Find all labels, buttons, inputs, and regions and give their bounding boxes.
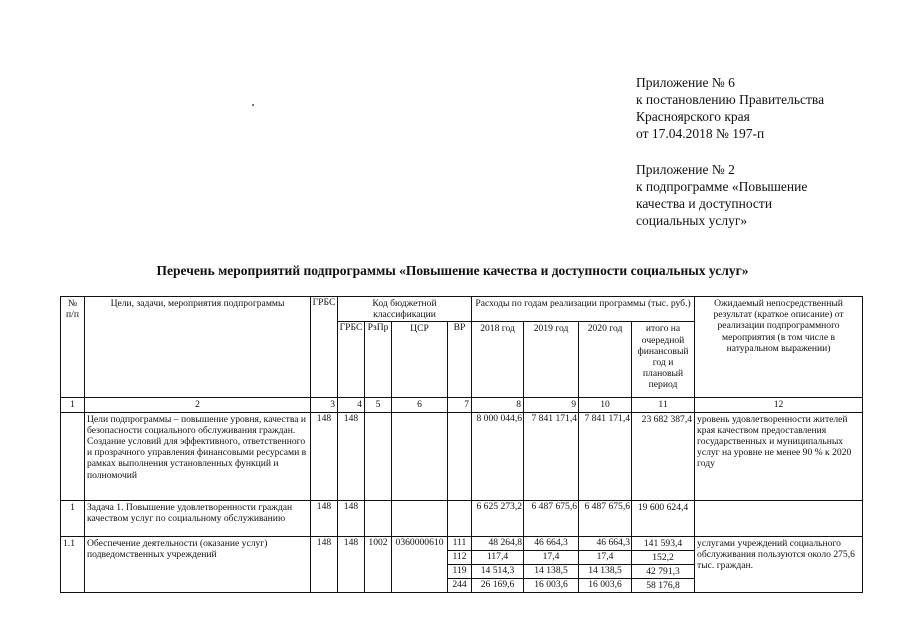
goal-total: 23 682 387,4 — [632, 412, 695, 500]
column-number: 1 — [61, 398, 85, 412]
goal-num — [61, 412, 85, 500]
header-grbs: ГРБС — [311, 297, 338, 398]
header-total: итого на очередной финансовый год и плановый период — [632, 322, 695, 398]
goal-2020: 7 841 171,4 — [579, 412, 632, 500]
goal-text: Цели подпрограммы – повышение уровня, качества и безопасности социального обслуживания граждан. Создание условий для эффективного, ответственного и прозрачного управления финансовыми ресурсами в рамках выполнения установленных функций и полномочий — [85, 412, 311, 500]
column-number: 6 — [392, 398, 448, 412]
header-grbs2: ГРБС — [338, 322, 365, 398]
goal-row — [61, 412, 863, 500]
item11-2019: 46 664,3 — [524, 536, 579, 550]
item11-vr: 112 — [448, 550, 472, 564]
item11-row — [61, 536, 863, 550]
goal-grbs2: 148 — [338, 412, 365, 500]
task1-rzpr — [365, 500, 392, 536]
document-title: Перечень мероприятий подпрограммы «Повышение качества и доступности социальных услуг» — [156, 263, 749, 278]
item11-2020: 16 003,6 — [579, 579, 632, 593]
item11-csr: 0360000610 — [392, 536, 448, 593]
item11-2020: 46 664,3 — [579, 536, 632, 550]
measures-table — [60, 296, 863, 593]
task1-row — [61, 500, 863, 536]
item11-vr: 111 — [448, 536, 472, 550]
header-row — [61, 297, 863, 322]
item11-total: 58 176,8 — [632, 579, 695, 593]
task1-text: Задача 1. Повышение удовлетворенности граждан качеством услуг по социальному обслуживанию — [85, 500, 311, 536]
task1-vr — [448, 500, 472, 536]
item11-grbs2: 148 — [338, 536, 365, 593]
item11-2020: 17,4 — [579, 550, 632, 564]
appendix-2-line: качества и доступности — [636, 196, 773, 211]
header-vr: ВР — [448, 322, 472, 398]
column-number: 11 — [632, 398, 695, 412]
item11-2019: 16 003,6 — [524, 579, 579, 593]
goal-result: уровень удовлетворенности жителей края качеством предоставления государственных и муниципальных услуг на уровне не менее 90 % к 2020 году — [695, 412, 863, 500]
scan-speck — [252, 104, 254, 106]
header-2018: 2018 год — [472, 322, 524, 398]
header-num: № п/п — [61, 297, 85, 398]
header-goals: Цели, задачи, мероприятия подпрограммы — [85, 297, 311, 398]
item11-total: 152,2 — [632, 550, 695, 564]
goal-csr — [392, 412, 448, 500]
item11-vr: 244 — [448, 579, 472, 593]
column-number: 3 — [311, 398, 338, 412]
column-number: 2 — [85, 398, 311, 412]
item11-2020: 14 138,5 — [579, 565, 632, 579]
item11-2018: 14 514,3 — [472, 565, 524, 579]
task1-num: 1 — [61, 500, 85, 536]
item11-grbs: 148 — [311, 536, 338, 593]
header-csr: ЦСР — [392, 322, 448, 398]
item11-text: Обеспечение деятельности (оказание услуг) подведомственных учреждений — [85, 536, 311, 593]
column-number: 8 — [472, 398, 524, 412]
column-number: 10 — [579, 398, 632, 412]
goal-grbs: 148 — [311, 412, 338, 500]
appendix-2-block — [636, 161, 807, 229]
goal-rzpr — [365, 412, 392, 500]
appendix-2-line: к подпрограмме «Повышение — [636, 179, 808, 194]
task1-grbs: 148 — [311, 500, 338, 536]
appendix-2-line: Приложение № 2 — [636, 162, 735, 177]
task1-csr — [392, 500, 448, 536]
task1-result — [695, 500, 863, 536]
item11-total: 42 791,3 — [632, 565, 695, 579]
column-number: 5 — [365, 398, 392, 412]
appendix-6-line: от 17.04.2018 № 197-п — [636, 126, 765, 141]
item11-total: 141 593,4 — [632, 536, 695, 550]
task1-grbs2: 148 — [338, 500, 365, 536]
header-2019: 2019 год — [524, 322, 579, 398]
header-2020: 2020 год — [579, 322, 632, 398]
item11-result: услугами учреждений социального обслуживания пользуются около 275,6 тыс. граждан. — [695, 536, 863, 593]
header-expenses: Расходы по годам реализации программы (тыс. руб.) — [472, 297, 695, 322]
column-number: 12 — [695, 398, 863, 412]
goal-2019: 7 841 171,4 — [524, 412, 579, 500]
item11-2018: 48 264,8 — [472, 536, 524, 550]
header-budget-code: Код бюджетной классификации — [338, 297, 472, 322]
task1-total: 19 600 624,4 — [632, 500, 695, 536]
appendix-6-line: Красноярского края — [636, 109, 750, 124]
appendix-6-block — [636, 74, 824, 142]
goal-2018: 8 000 044,6 — [472, 412, 524, 500]
item11-2019: 17,4 — [524, 550, 579, 564]
appendix-6-line: к постановлению Правительства — [636, 92, 825, 107]
column-number: 4 — [338, 398, 365, 412]
item11-rzpr: 1002 — [365, 536, 392, 593]
item11-vr: 119 — [448, 565, 472, 579]
goal-vr — [448, 412, 472, 500]
column-numbers-row — [61, 398, 863, 412]
task1-2020: 6 487 675,6 — [579, 500, 632, 536]
task1-2018: 6 625 273,2 — [472, 500, 524, 536]
appendix-6-line: Приложение № 6 — [636, 75, 735, 90]
column-number: 7 — [448, 398, 472, 412]
item11-num: 1.1 — [61, 536, 85, 593]
task1-2019: 6 487 675,6 — [524, 500, 579, 536]
header-rzpr: РзПр — [365, 322, 392, 398]
header-result: Ожидаемый непосредственный результат (краткое описание) от реализации подпрограммного мероприятия (в том числе в натуральном выражении) — [695, 297, 863, 398]
column-number: 9 — [524, 398, 579, 412]
item11-2019: 14 138,5 — [524, 565, 579, 579]
appendix-2-line: социальных услуг» — [636, 213, 748, 228]
item11-2018: 117,4 — [472, 550, 524, 564]
item11-2018: 26 169,6 — [472, 579, 524, 593]
